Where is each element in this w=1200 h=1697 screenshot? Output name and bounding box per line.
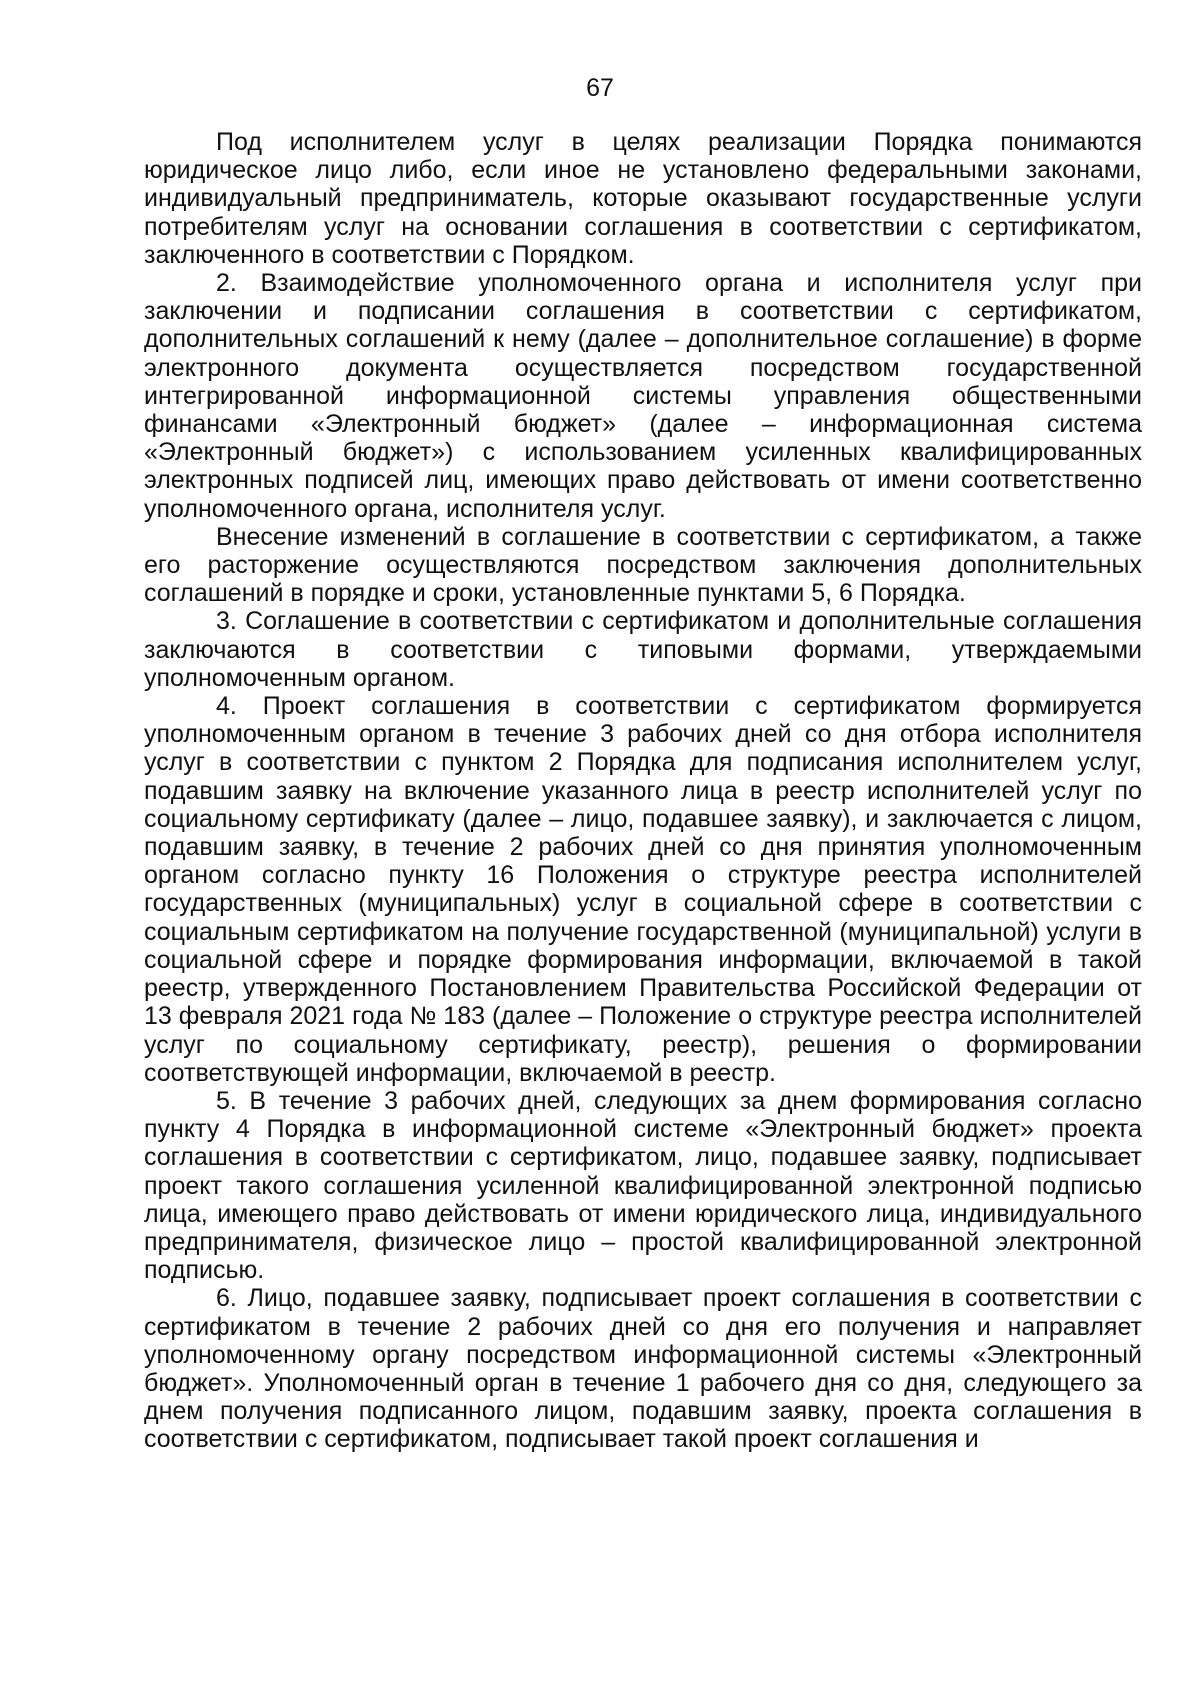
page-number: 67 [586, 74, 614, 102]
paragraph-item-2: 2. Взаимодействие уполномоченного органа и исполнителя услуг при заключении и подписании соглашения в соответствии с сертификатом, дополнительных соглашений к нему (далее – дополнительное соглашение) в форме электронного документа осуществляется посредством государственной интегрированной информационной системы управления общественными финансами «Электронный бюджет» (далее – информационная система «Электронный бюджет») с использованием усиленных квалифицированных электронных подписей лиц, имеющих право действовать от имени соответственно уполномоченного органа, исполнителя услуг. [144, 269, 1142, 523]
paragraph-item-6: 6. Лицо, подавшее заявку, подписывает проект соглашения в соответствии с сертификатом в течение 2 рабочих дней со дня его получения и направляет уполномоченному органу посредством информационной системы «Электронный бюджет». Уполномоченный орган в течение 1 рабочего дня со дня, следующего за днем получения подписанного лицом, подавшим заявку, проекта соглашения в соответствии с сертификатом, подписывает такой проект соглашения и [144, 1284, 1142, 1454]
paragraph-item-4: 4. Проект соглашения в соответствии с сертификатом формируется уполномоченным органом в течение 3 рабочих дней со дня отбора исполнителя услуг в соответствии с пунктом 2 Порядка для подписания исполнителем услуг, подавшим заявку на включение указанного лица в реестр исполнителей услуг по социальному сертификату (далее – лицо, подавшее заявку), и заключается с лицом, подавшим заявку, в течение 2 рабочих дней со дня принятия уполномоченным органом согласно пункту 16 Положения о структуре реестра исполнителей государственных (муниципальных) услуг в социальной сфере в соответствии с социальным сертификатом на получение государственной (муниципальной) услуги в социальной сфере и порядке формирования информации, включаемой в такой реестр, утвержденного Постановлением Правительства Российской Федерации от 13 февраля 2021 года № 183 (далее – Положение о структуре реестра исполнителей услуг по социальному сертификату, реестр), решения о формировании соответствующей информации, включаемой в реестр. [144, 692, 1142, 1087]
paragraph-item-5: 5. В течение 3 рабочих дней, следующих за днем формирования согласно пункту 4 Порядка в информационной системе «Электронный бюджет» проекта соглашения в соответствии с сертификатом, лицо, подавшее заявку, подписывает проект такого соглашения усиленной квалифицированной электронной подписью лица, имеющего право действовать от имени юридического лица, индивидуального предпринимателя, физическое лицо – простой квалифицированной электронной подписью. [144, 1086, 1142, 1285]
paragraph-amendments: Внесение изменений в соглашение в соответствии с сертификатом, а также его расторжение осуществляются посредством заключения дополнительных соглашений в порядке и сроки, установленные пунктами 5, 6 Порядка. [144, 522, 1142, 608]
paragraph-executor-definition: Под исполнителем услуг в целях реализации Порядка понимаются юридическое лицо либо, если иное не установлено федеральными законами, индивидуальный предприниматель, которые оказывают государственные услуги потребителям услуг на основании соглашения в соответствии с сертификатом, заключенного в соответствии с Порядком. [144, 128, 1142, 269]
body-text [144, 128, 1142, 1454]
paragraph-item-3: 3. Соглашение в соответствии с сертификатом и дополнительные соглашения заключаются в соответствии с типовыми формами, утверждаемыми уполномоченным органом. [144, 607, 1142, 692]
